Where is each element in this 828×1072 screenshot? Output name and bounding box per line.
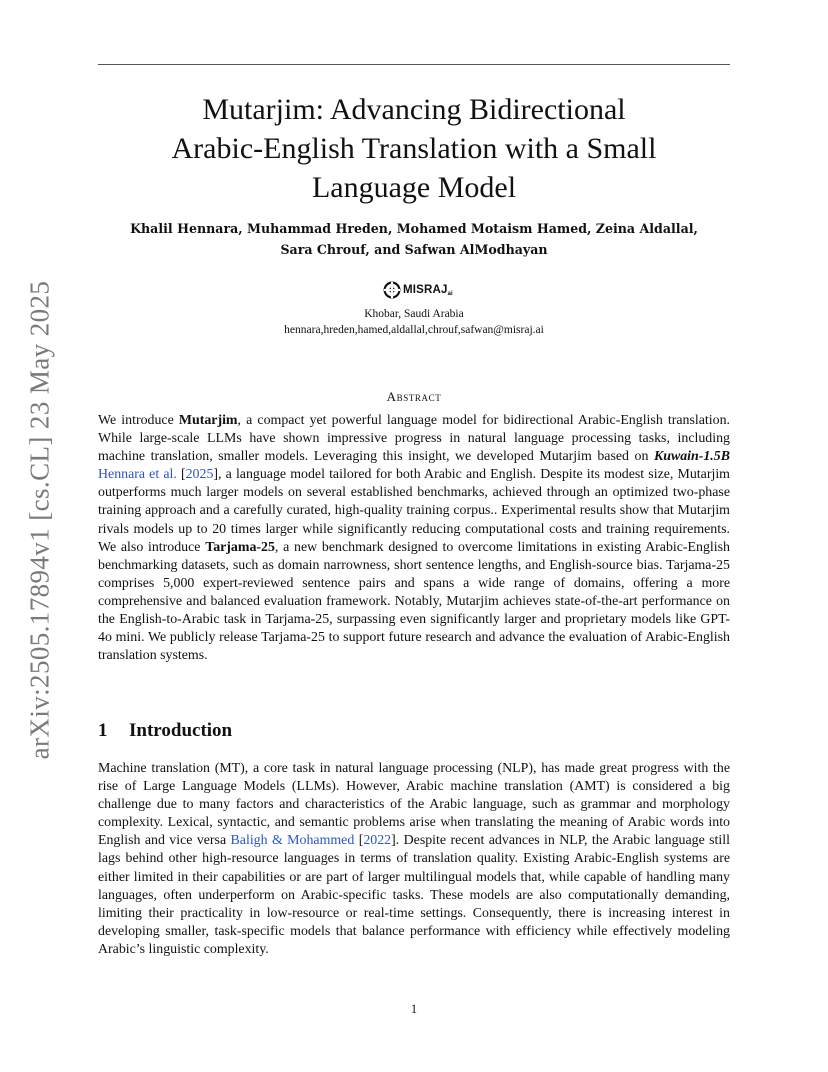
intro-text-2: . Despite recent advances in NLP, the Arabic language still lags behind other high-resource languages in terms of translation quality. Existing Arabic-English systems are either limited in their capabilities or are part of larger multilingual models that, while capable of handling many languages, often underperform on Arabic-specific tasks. These models are also computationally demanding, limiting their practicality in low-resource or real-time settings. Consequently, there is increasing interest in developing smaller, task-specific models that balance performance with efficiency while effectively modeling Arabic’s linguistic complexity.	[98, 833, 730, 957]
abstract-heading: Abstract	[386, 389, 442, 404]
title-line-1: Mutarjim: Advancing Bidirectional	[202, 93, 626, 126]
page-number: 1	[410, 1002, 418, 1016]
top-rule	[98, 64, 730, 65]
logo-wordmark: MISRAJ	[403, 284, 448, 296]
affiliation-emails: hennara,hreden,hamed,aldallal,chrouf,safwan@misraj.ai	[284, 324, 544, 336]
kuwain-term: Kuwain-1.5B	[653, 449, 730, 465]
misraj-logo	[383, 281, 453, 299]
citation-hennara-year-link[interactable]: 2025	[185, 467, 214, 483]
abstract-text-3: , a language model tailored for both Arabic and English. Despite its modest size, Mutarjim outperforms much larger models on several established benchmarks, achieved through an optimized two-phase training approach and a carefully curated, high-quality training corpus.. Experimental results show that Mutarjim rivals models up to 20 times larger while significantly reducing computational costs and training requirements. We also introduce	[98, 467, 730, 555]
abstract-text-4: , a new benchmark designed to overcome limitations in existing Arabic-English benchmarking datasets, such as domain narrowness, short sentence lengths, and English-source bias. Tarjama-25 comprises 5,000 expert-reviewed sentence pairs and spans a wide range of domains, offering a more comprehensive and balanced evaluation framework. Notably, Mutarjim achieves state-of-the-art performance on the English-to-Arabic task in Tarjama-25, surpassing even significantly larger and proprietary models like GPT-4o mini. We publicly release Tarjama-25 to support future research and advance the evaluation of Arabic-English translation systems.	[98, 539, 730, 664]
title-line-3: Language Model	[311, 171, 517, 204]
tarjama-term: Tarjama-25	[205, 539, 275, 555]
logo-wordmark-suffix: ai	[447, 291, 453, 297]
abstract-paragraph: We introduce Mutarjim, a compact yet powerful language model for bidirectional Arabic-English translation. While large-scale LLMs have shown impressive progress in natural language processing tasks, including machine translation, smaller models. Leveraging this insight, we developed Mutarjim based on Kuwain-1.5B Hennara et al. [2025], a language model tailored for both Arabic and English. Despite its modest size, Mutarjim outperforms much larger models on several established benchmarks, achieved through an optimized two-phase training approach and a carefully curated, high-quality training corpus.. Experimental results show that Mutarjim rivals models up to 20 times larger while significantly reducing computational costs and training requirements. We also introduce Tarjama-25, a new benchmark designed to overcome limitations in existing Arabic-English benchmarking datasets, such as domain narrowness, short sentence lengths, and English-source bias. Tarjama-25 comprises 5,000 expert-reviewed sentence pairs and spans a wide range of domains, offering a more comprehensive and balanced evaluation framework. Notably, Mutarjim achieves state-of-the-art performance on the English-to-Arabic task in Tarjama-25, surpassing even significantly larger and proprietary models like GPT-4o mini. We publicly release Tarjama-25 to support future research and advance the evaluation of Arabic-English translation systems.	[98, 413, 730, 664]
misraj-logo-mark-icon	[383, 281, 401, 299]
abstract-text-2: , a compact yet powerful language model for bidirectional Arabic-English translation. While large-scale LLMs have shown impressive progress in natural language processing tasks, including machine translation, smaller models. Leveraging this insight, we developed Mutarjim based on	[98, 413, 730, 465]
title-line-2: Arabic-English Translation with a Small	[171, 132, 657, 165]
section-number: 1	[98, 720, 108, 741]
abstract-text-1: We introduce	[98, 413, 179, 428]
citation-baligh-link[interactable]: Baligh & Mohammed	[230, 833, 355, 849]
authors-line-1: Khalil Hennara, Muhammad Hreden, Mohamed Motaism Hamed, Zeina Aldallal,	[130, 221, 698, 236]
mutarjim-term: Mutarjim	[178, 413, 238, 428]
paper-title	[98, 90, 730, 207]
introduction-paragraph: Machine translation (MT), a core task in natural language processing (NLP), has made great progress with the rise of Large Language Models (LLMs). However, Arabic machine translation (AMT) is considered a big challenge due to many factors and characteristics of the Arabic language, such as grammar and morphology complexity. Lexical, syntactic, and semantic problems arise when translating the meaning of Arabic words into English and vice versa Baligh & Mohammed [2022]. Despite recent advances in NLP, the Arabic language still lags behind other high-resource languages in terms of translation quality. Existing Arabic-English systems are either limited in their capabilities or are part of larger multilingual models that, while capable of handling many languages, often underperform on Arabic-specific tasks. These models are also computationally demanding, limiting their practicality in low-resource or real-time settings. Consequently, there is increasing interest in developing smaller, task-specific models that balance performance with efficiency while effectively modeling Arabic’s linguistic complexity.	[98, 761, 730, 957]
affiliation-location: Khobar, Saudi Arabia	[364, 308, 464, 320]
intro-text-1: Machine translation (MT), a core task in natural language processing (NLP), has made great progress with the rise of Large Language Models (LLMs). However, Arabic machine translation (AMT) is considered a big challenge due to many factors and characteristics of the Arabic language, such as grammar and morphology complexity. Lexical, syntactic, and semantic problems arise when translating the meaning of Arabic words into English and vice versa	[98, 761, 730, 849]
affiliation-block	[98, 306, 730, 338]
authors-line-2: Sara Chrouf, and Safwan AlModhayan	[280, 242, 548, 257]
citation-baligh-year-link[interactable]: 2022	[363, 833, 392, 849]
arxiv-identifier-stamp: arXiv:2505.17894v1 [cs.CL] 23 May 2025	[24, 280, 55, 760]
citation-hennara-link[interactable]: Hennara et al.	[98, 467, 177, 483]
author-list	[98, 218, 730, 260]
section-title: Introduction	[129, 720, 233, 741]
section-heading-introduction	[98, 720, 232, 742]
